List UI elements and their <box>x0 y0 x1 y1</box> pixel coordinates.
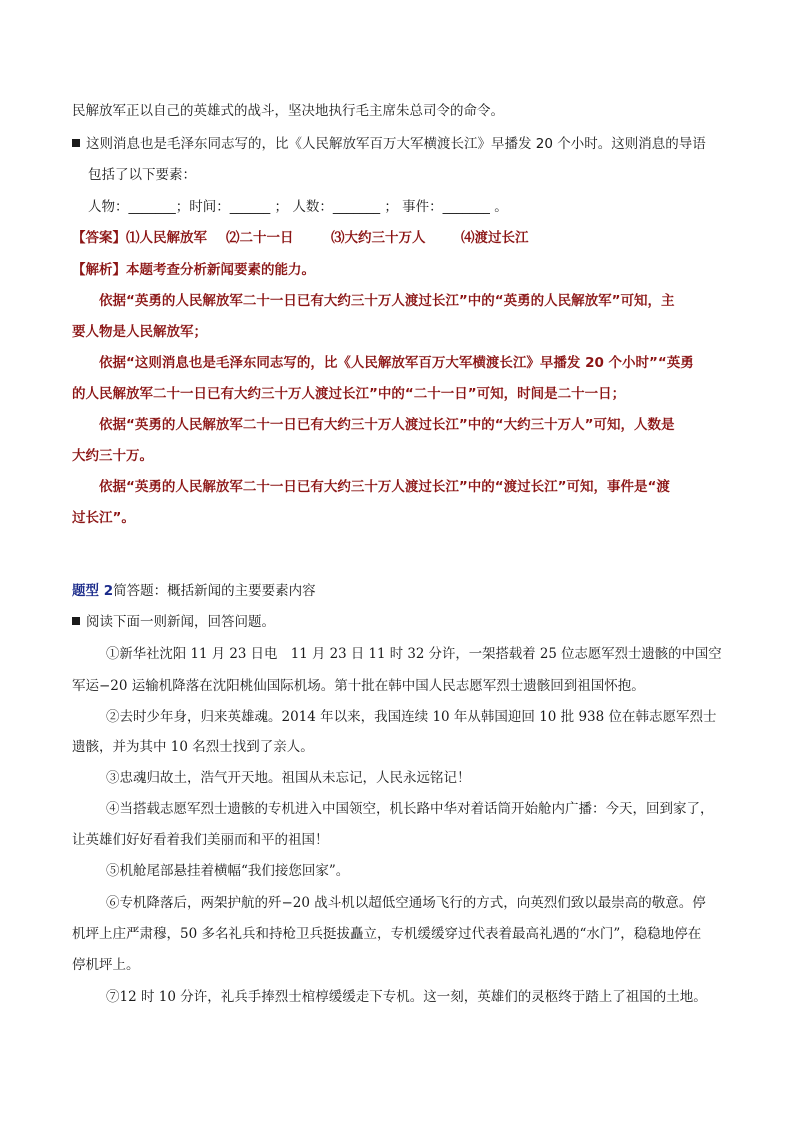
analysis-intro: 本题考查分析新闻要素的能力。 <box>126 262 315 278</box>
news-line: 停机坪上。 <box>72 957 140 973</box>
news-line: ②去时少年身，归来英雄魂。2014 年以来，我国连续 10 年从韩国迎回 10 批 938 位在韩志愿军烈士 <box>106 709 717 725</box>
question-type-title: 简答题：概括新闻的主要要素内容 <box>113 583 316 599</box>
news-line: 遗骸，并为其中 10 名烈士找到了亲人。 <box>72 739 314 755</box>
news-line: 机坪上庄严肃穆，50 多名礼兵和持枪卫兵挺拔矗立，专机缓缓穿过代表着最高礼遇的“水门”，稳稳地停在 <box>72 926 702 942</box>
analysis-line: 要人物是人民解放军； <box>72 324 207 340</box>
answer-item: ⑵二十一日 <box>226 230 294 246</box>
news-line: ④当搭载志愿军烈士遗骸的专机进入中国领空，机长路中华对着话筒开始舱内广播：今天，回到家了， <box>106 801 714 817</box>
analysis-line: 依据“英勇的人民解放军二十一日已有大约三十万人渡过长江”中的“大约三十万人”可知，人数是 <box>99 417 675 433</box>
answer-item: ⑴人民解放军 <box>126 230 207 246</box>
passage-tail-line: 民解放军正以自己的英雄式的战斗，坚决地执行毛主席朱总司令的命令。 <box>72 103 504 119</box>
news-line: ①新华社沈阳 11 月 23 日电 11 月 23 日 11 时 32 分许，一架搭载着 25 位志愿军烈士遗骸的中国空 <box>106 646 722 662</box>
analysis-line: 依据“英勇的人民解放军二十一日已有大约三十万人渡过长江”中的“英勇的人民解放军”可知，主 <box>99 293 675 309</box>
news-line: ③忠魂归故土，浩气开天地。祖国从未忘记，人民永远铭记！ <box>106 770 471 786</box>
analysis-line: 依据“英勇的人民解放军二十一日已有大约三十万人渡过长江”中的“渡过长江”可知，事件是“渡 <box>99 479 670 495</box>
news-line: ⑦12 时 10 分许，礼兵手捧烈士棺椁缓缓走下专机。这一刻，英雄们的灵柩终于踏上了祖国的土地。 <box>106 989 707 1005</box>
question-line-2: 包括了以下要素： <box>88 167 196 183</box>
news-line: 军运−20 运输机降落在沈阳桃仙国际机场。第十批在韩中国人民志愿军烈士遗骸回到祖国怀抱。 <box>72 678 645 694</box>
analysis-intro-row <box>72 261 315 279</box>
bullet-square-icon <box>72 139 80 147</box>
analysis-line: 大约三十万。 <box>72 448 153 464</box>
answer-item: ⑷渡过长江 <box>461 230 529 246</box>
news-line: 让英雄们好好看着我们美丽而和平的祖国！ <box>72 832 329 848</box>
answer-tag: 【答案】 <box>72 230 126 246</box>
analysis-line: 的人民解放军二十一日已有大约三十万人渡过长江”中的“二十一日”可知，时间是二十一日； <box>72 386 626 402</box>
answer-row <box>72 229 529 247</box>
question-fields: 人物：_______；时间：______ ； 人数：_______ ； 事件：_______ 。 <box>88 199 508 215</box>
news-line: ⑥专机降落后，两架护航的歼−20 战斗机以超低空通场飞行的方式，向英烈们致以最崇高的敬意。停 <box>106 895 706 911</box>
news-line: ⑤机舱尾部悬挂着横幅“我们接您回家”。 <box>106 863 350 879</box>
analysis-tag: 【解析】 <box>72 262 126 278</box>
analysis-line: 过长江”。 <box>72 510 135 526</box>
instruction-line: 阅读下面一则新闻，回答问题。 <box>72 613 275 631</box>
question-type-heading <box>72 582 316 600</box>
question-type-label: 题型 2 <box>72 583 114 599</box>
bullet-square-icon <box>72 617 80 625</box>
analysis-line: 依据“这则消息也是毛泽东同志写的，比《人民解放军百万大军横渡长江》早播发 20 个小时”“英勇 <box>99 355 694 371</box>
answer-item: ⑶大约三十万人 <box>331 230 426 246</box>
question-line-1: 这则消息也是毛泽东同志写的，比《人民解放军百万大军横渡长江》早播发 20 个小时。这则消息的导语 <box>72 135 706 153</box>
